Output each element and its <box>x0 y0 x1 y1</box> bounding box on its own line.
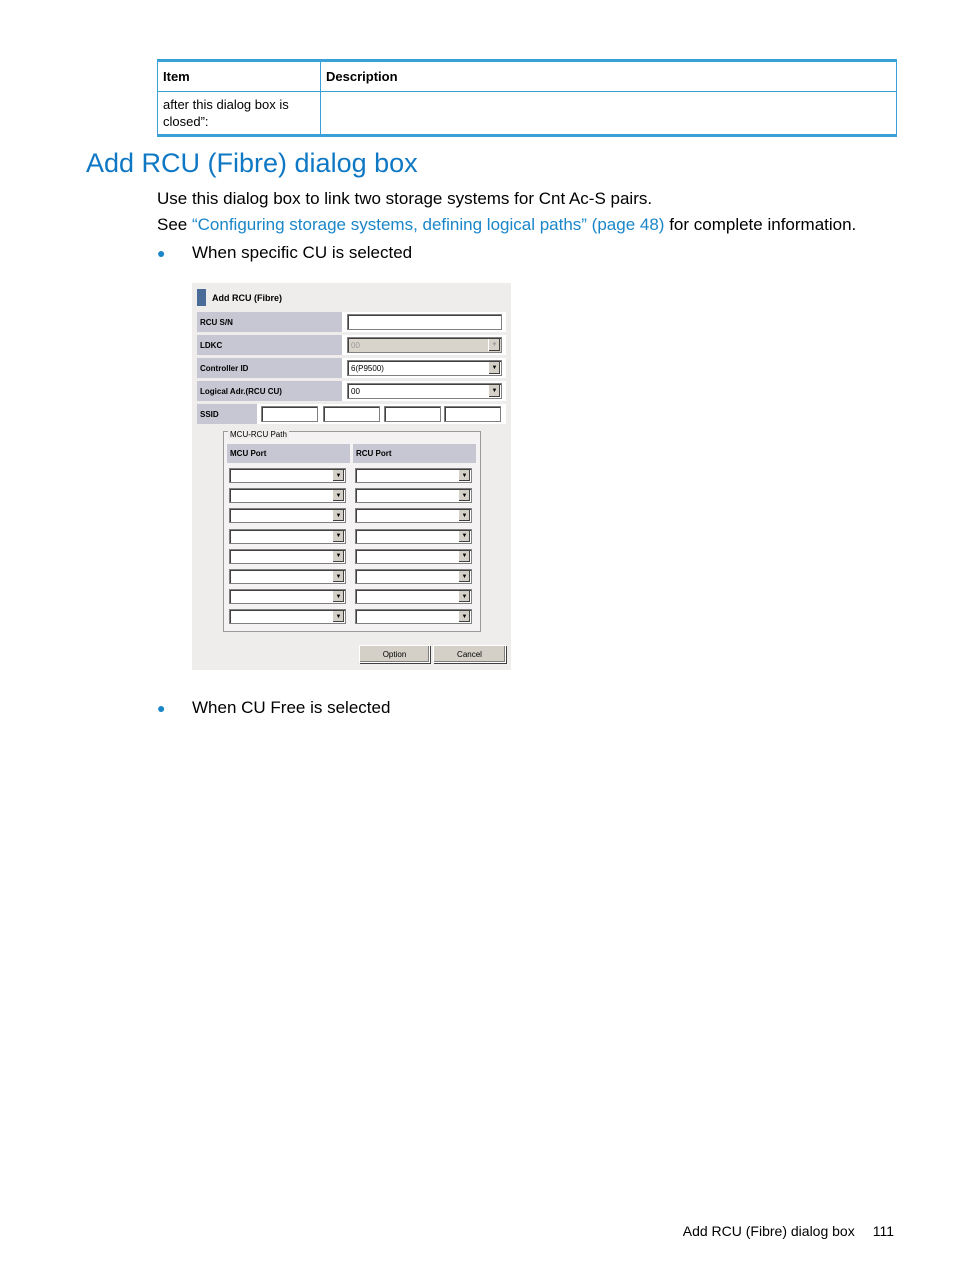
option-button[interactable]: Option <box>359 645 430 663</box>
header-item: Item <box>158 61 321 92</box>
rcu-sn-input[interactable] <box>347 314 502 330</box>
ldkc-label: LDKC <box>197 335 342 355</box>
chevron-down-icon: ▼ <box>332 490 344 501</box>
ssid-input-2[interactable] <box>323 406 380 422</box>
bullet-icon: ● <box>157 700 166 716</box>
see-suffix: for complete information. <box>664 215 857 234</box>
ssid-input-4[interactable] <box>444 406 501 422</box>
chevron-down-icon: ▼ <box>332 611 344 622</box>
ssid-label: SSID <box>197 404 257 424</box>
table-row <box>158 92 897 136</box>
rcu-port-select[interactable] <box>355 529 472 544</box>
chevron-down-icon: ▼ <box>332 470 344 481</box>
rcu-port-select[interactable] <box>355 468 472 483</box>
ldkc-select[interactable] <box>347 337 502 353</box>
chevron-down-icon: ▼ <box>458 470 470 481</box>
controller-id-value: 6(P9500) <box>351 363 384 373</box>
rcu-port-select[interactable] <box>355 488 472 503</box>
intro-paragraph: Use this dialog box to link two storage systems for Cnt Ac-S pairs. <box>157 189 653 208</box>
item-description-table <box>157 59 897 137</box>
rcu-port-select[interactable] <box>355 549 472 564</box>
chevron-down-icon: ▼ <box>458 571 470 582</box>
chevron-down-icon: ▼ <box>488 362 500 374</box>
title-bar-marker <box>197 289 206 306</box>
chevron-down-icon: ▼ <box>332 551 344 562</box>
chevron-down-icon: ▼ <box>488 385 500 397</box>
logical-adr-select[interactable] <box>347 383 502 399</box>
bullet-icon: ● <box>157 245 166 261</box>
chevron-down-icon: ▼ <box>332 531 344 542</box>
page-number: 111 <box>872 1223 894 1239</box>
mcu-port-select[interactable] <box>229 468 346 483</box>
bullet-text: When CU Free is selected <box>192 698 391 717</box>
dialog-title: Add RCU (Fibre) <box>212 293 282 303</box>
see-paragraph <box>157 215 856 235</box>
chevron-down-icon: ▼ <box>332 510 344 521</box>
see-prefix: See <box>157 215 192 234</box>
ldkc-value: 00 <box>351 340 360 350</box>
mcu-port-select[interactable] <box>229 589 346 604</box>
logical-adr-value: 00 <box>351 386 360 396</box>
chevron-down-icon: ▼ <box>458 611 470 622</box>
bullet-text: When specific CU is selected <box>192 243 413 262</box>
table-header-row <box>158 61 897 92</box>
chevron-down-icon: ▼ <box>458 531 470 542</box>
chevron-down-icon: ▼ <box>488 339 500 351</box>
mcu-port-header: MCU Port <box>227 444 350 463</box>
bullet-item <box>157 698 390 718</box>
chevron-down-icon: ▼ <box>458 510 470 521</box>
mcu-port-select[interactable] <box>229 549 346 564</box>
ssid-input-3[interactable] <box>384 406 441 422</box>
mcu-port-select[interactable] <box>229 508 346 523</box>
mcu-port-select[interactable] <box>229 569 346 584</box>
path-group-legend: MCU-RCU Path <box>230 430 287 439</box>
rcu-port-select[interactable] <box>355 508 472 523</box>
logical-adr-label: Logical Adr.(RCU CU) <box>197 381 342 401</box>
ssid-input-1[interactable] <box>261 406 318 422</box>
rcu-port-header: RCU Port <box>353 444 476 463</box>
chevron-down-icon: ▼ <box>458 591 470 602</box>
cross-reference-link[interactable]: “Configuring storage systems, defining logical paths” (page 48) <box>191 215 665 234</box>
chevron-down-icon: ▼ <box>332 591 344 602</box>
bullet-item <box>157 243 412 263</box>
page-footer <box>683 1223 894 1239</box>
mcu-port-select[interactable] <box>229 609 346 624</box>
chevron-down-icon: ▼ <box>458 551 470 562</box>
mcu-port-select[interactable] <box>229 529 346 544</box>
chevron-down-icon: ▼ <box>332 571 344 582</box>
rcu-port-select[interactable] <box>355 589 472 604</box>
cancel-button[interactable]: Cancel <box>433 645 506 663</box>
rcu-port-select[interactable] <box>355 609 472 624</box>
controller-id-select[interactable] <box>347 360 502 376</box>
page-heading: Add RCU (Fibre) dialog box <box>86 148 418 178</box>
table-cell-item: after this dialog box is closed”: <box>158 92 321 136</box>
rcu-port-select[interactable] <box>355 569 472 584</box>
rcu-sn-label: RCU S/N <box>197 312 342 332</box>
chevron-down-icon: ▼ <box>458 490 470 501</box>
table-cell-description <box>321 92 897 136</box>
add-rcu-dialog <box>192 283 511 670</box>
mcu-port-select[interactable] <box>229 488 346 503</box>
header-description: Description <box>321 61 897 92</box>
controller-id-label: Controller ID <box>197 358 342 378</box>
footer-title: Add RCU (Fibre) dialog box <box>682 1223 855 1239</box>
